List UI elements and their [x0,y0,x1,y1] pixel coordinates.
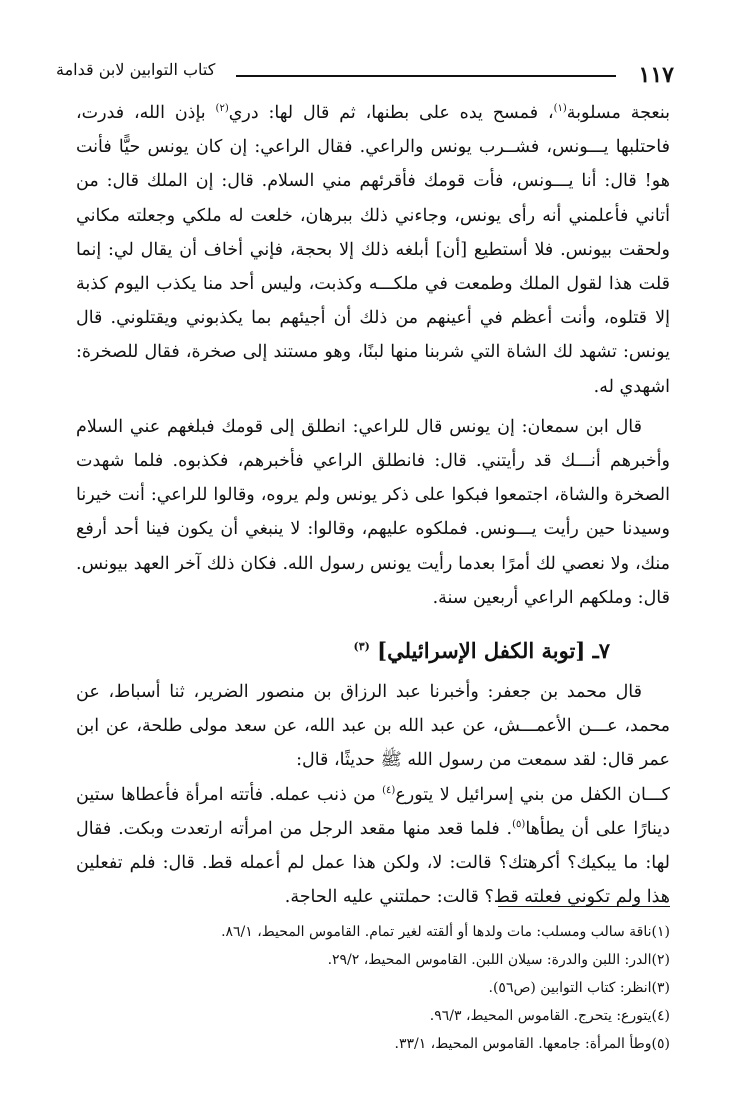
page-number: ١١٧ [638,62,674,88]
paragraph: قال ابن سمعان: إن يونس قال للراعي: انطلق إلى قومك فبلغهم عني السلام وأخبرهم أنـــك قد رأيتني. قال: فانطلق الراعي فأخبرهم، فكذبوه. فلما شهدت الصخرة والشاة، اجتمعوا فبكوا على ذكر يونس ولم يروه، وقالوا للراعي: أنت خيرنا وسيدنا حين رأيت يـــونس. فملكوه عليهم، وقالوا: لا ينبغي أن يكون فينا أحد أرفع منك، ولا نعصي لك أمرًا بعدما رأيت يونس رسول الله. فكان ذلك آخر العهد بيونس. قال: وملكهم الراعي أربعين سنة. [76,416,670,608]
text-run: كـــان الكفل من بني إسرائيل لا يتورع [395,784,670,805]
footnote-separator [498,906,670,907]
paragraph [76,778,670,915]
footnote: (٢)الدر: اللبن والدرة: سيلان اللبن. القاموس المحيط، ٢٩/٢. [327,952,670,968]
text-run: ، فمسح يده على بطنها، ثم قال لها: دري [228,103,554,123]
text-run: من ذنب عمله. فأتته امرأة فأعطاها ستين دينارًا على أن يطأها [76,784,670,839]
text-run: بنعجة مسلوبة [566,103,670,123]
header-rule [236,75,616,77]
footnotes [80,918,670,1058]
footnote-ref: (٥) [512,819,526,831]
footnote-ref: (٢) [215,103,229,115]
main-text [76,96,670,914]
footnote: (٣)انظر: كتاب التوابين (ص٥٦). [488,980,670,996]
text-run: بإذن الله، فدرت، فاحتلبها يـــونس، فشــرب يونس والراعي. فقال الراعي: إن كان يونس حيًّا فأنت هو! قال: أنا يـــونس، فأت قومك فأقرئهم مني السلام. قال: إن الملك قال: من أتاني فأعلمني أنه رأى يونس، وجاءني ذلك ببرهان، خلعت له ملكي وجعلته مكاني ولحقت بيونس. فلا أستطيع [أن] أبلغه ذلك إلا بحجة، فإني أخاف أن يقال لي: إنما قلت هذا لقول الملك وطمعت في ملكـــه وكذبت، وليس أحد منا يكذب اليوم كذبة إلا قتلوه، وأنت أعظم في أعينهم من ذلك أن أجيئهم بما يكذبوني ويقتلوني. قال يونس: تشهد لك الشاة التي شربنا منها لبنًا، وهو مستند إلى صخرة، فقال للصخرة: اشهدي له. [76,103,670,397]
footnote-ref: (٣) [353,640,370,654]
page-header [56,58,674,90]
paragraph: قال محمد بن جعفر: وأخبرنا عبد الرزاق بن منصور الضرير، ثنا أسباط، عن محمد، عـــن الأعمـــش، عن عبد الله بن عبد الله، عن سعد مولى طلحة، عن ابن عمر قال: لقد سمعت من رسول الله ﷺ حديثًا، قال: [76,682,670,771]
footnote: (١)ناقة سالب ومسلب: مات ولدها أو ألقته لغير تمام. القاموس المحيط، ٨٦/١. [221,924,670,940]
text-run: . فلما قعد منها مقعد الرجل من امرأته ارتعدت وبكت. فقال لها: ما يبكيك؟ أكرهتك؟ قالت: لا، ولكن هذا عمل لم أعمله قط. قال: فلم تفعلين هذا ولم تكوني فعلته قط؟ قالت: حملتني عليه الحاجة. [76,818,670,908]
footnote-ref: (٤) [382,784,396,796]
footnote: (٤)يتورع: يتحرج. القاموس المحيط، ٩٦/٣. [429,1008,670,1024]
section-title: ٧ـ [توبة الكفل الإسرائيلي] [377,638,610,664]
footnote: (٥)وطأ المرأة: جامعها. القاموس المحيط، ٣٣/١. [394,1036,670,1052]
paragraph [76,96,670,404]
section-heading [76,627,670,671]
running-title: كتاب التوابين لابن قدامة [56,60,216,79]
footnote-ref: (١) [553,103,567,115]
